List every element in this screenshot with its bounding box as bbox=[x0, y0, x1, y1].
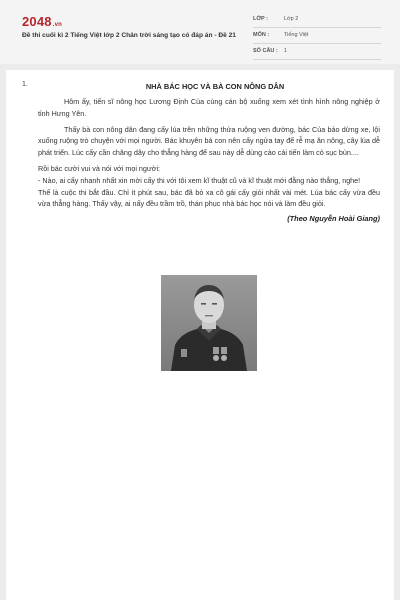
exam-meta bbox=[253, 14, 381, 62]
logo-suffix: .vn bbox=[52, 22, 63, 28]
meta-row-question-count bbox=[253, 46, 381, 60]
passage-paragraph: Thấy bà con nông dân đang cấy lúa trên những thửa ruộng ven đường, bác Của bảo dừng xe, lội xuống ruộng trò chuyện với mọi người. Bác khuyên bà con nên cấy ngửa tay để rễ mạ ăn nông, cây lúa dễ phát triển. Lúc cấy cần chăng dây cho thẳng hàng để sau này dễ dùng cào cải tiến làm cỏ sục bùn.... bbox=[38, 124, 380, 158]
question-number: 1. bbox=[22, 81, 28, 88]
meta-label: MÔN : bbox=[253, 32, 270, 38]
passage-paragraph: Thế là cuộc thi bắt đầu. Chỉ ít phút sau, bác đã bỏ xa cô gái cấy giỏi nhất vài mét. Lúa bác cấy vừa đều vừa thẳng hàng. Thấy vậy, ai nấy đều trầm trồ, thán phục nhà bác học nói và làm đều giỏi. bbox=[38, 187, 380, 209]
passage-paragraph: Rồi bác cười vui và nói với mọi người: bbox=[38, 163, 161, 173]
meta-value: Lớp 2 bbox=[284, 16, 299, 22]
document-title: Đề thi cuối kì 2 Tiếng Việt lớp 2 Chân trời sáng tạo có đáp án - Đề 21 bbox=[22, 32, 236, 39]
meta-label: SỐ CÂU : bbox=[253, 48, 278, 54]
passage-paragraph: - Nào, ai cấy nhanh nhất xin mời cấy thi với tôi xem kĩ thuật cũ và kĩ thuật mới đằng nào thắng, nghe! bbox=[38, 175, 361, 185]
meta-row-subject bbox=[253, 30, 381, 44]
passage-title: NHÀ BÁC HỌC VÀ BÀ CON NÔNG DÂN bbox=[145, 82, 285, 91]
question-content bbox=[38, 82, 380, 223]
logo-text: 2048 bbox=[22, 14, 52, 29]
document-body bbox=[6, 70, 394, 600]
meta-value: 1 bbox=[284, 48, 288, 54]
meta-value: Tiếng Việt bbox=[284, 32, 309, 38]
page-header bbox=[0, 0, 400, 64]
passage-paragraph: Hôm ấy, tiến sĩ nông học Lương Định Của cùng cán bộ xuống xem xét tình hình nông nghiệp ở tỉnh Hưng Yên. bbox=[38, 97, 380, 118]
meta-row-class bbox=[253, 14, 381, 28]
site-logo[interactable] bbox=[22, 14, 62, 29]
passage-author: (Theo Nguyễn Hoài Giang) bbox=[287, 214, 380, 224]
portrait-photo bbox=[161, 275, 257, 371]
meta-label: LỚP : bbox=[253, 16, 268, 22]
